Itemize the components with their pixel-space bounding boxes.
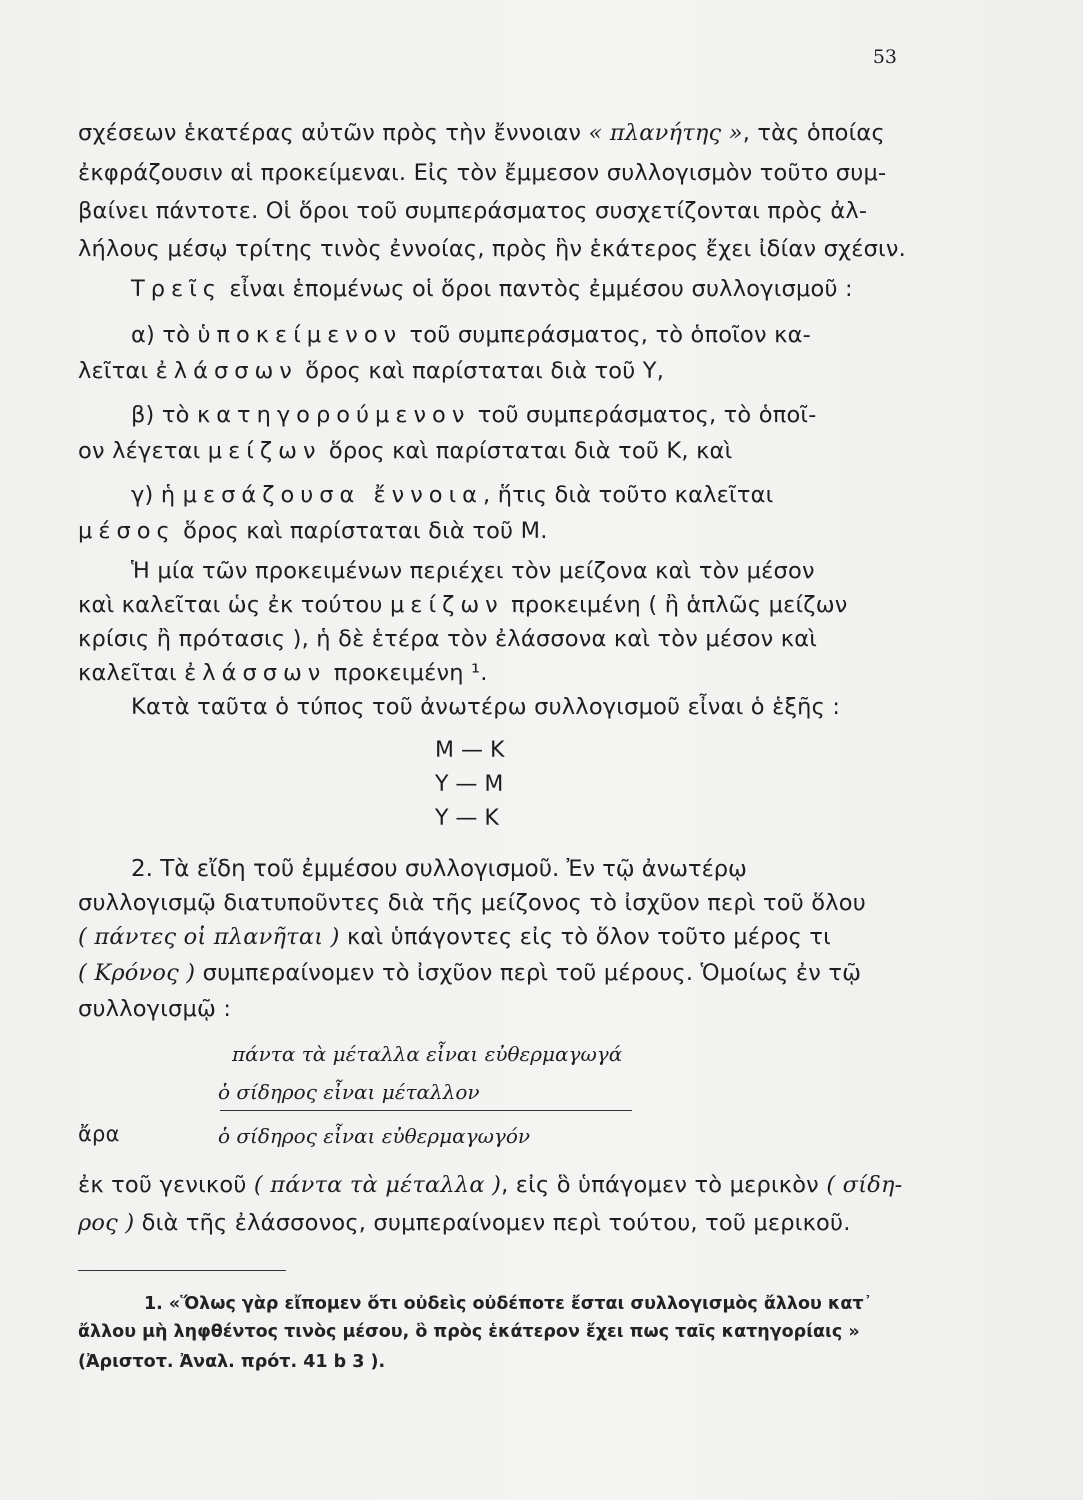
text-line: σχέσεων ἑκατέρας αὐτῶν πρὸς τὴν ἔννοιαν « πλανήτης », τὰς ὁποίας: [78, 120, 885, 146]
text-line: ( πάντες οἱ πλανῆται ) καὶ ὑπάγοντες εἰς τὸ ὅλον τοῦτο μέρος τι: [78, 924, 831, 950]
section-heading: 2. Τὰ εἴδη τοῦ ἐμμέσου συλλογισμοῦ. Ἐν τῷ ἀνωτέρῳ: [131, 856, 747, 882]
footnote-rule: [78, 1270, 286, 1271]
text-line: ( Κρόνος ) συμπεραίνομεν τὸ ἰσχῦον περὶ τοῦ μέρους. Ὁμοίως ἐν τῷ: [78, 960, 862, 986]
text-line: ον λέγεται μείζων ὅρος καὶ παρίσταται διὰ τοῦ Κ, καὶ: [78, 438, 733, 464]
footnote-line: 1. «Ὅλως γὰρ εἴπομεν ὅτι οὐδεὶς οὐδέποτε ἔσται συλλογισμὸς ἄλλου κατ᾽: [144, 1294, 873, 1314]
text-line: κρίσις ἢ πρότασις ), ἡ δὲ ἑτέρα τὸν ἐλάσσονα καὶ τὸν μέσον καὶ: [78, 626, 818, 652]
ara-label: ἄρα: [78, 1122, 120, 1146]
text-line: ἐκ τοῦ γενικοῦ ( πάντα τὰ μέταλλα ), εἰς ὃ ὑπάγομεν τὸ μερικὸν ( σίδη-: [78, 1172, 903, 1198]
major-premise: πάντα τὰ μέταλλα εἶναι εὐθερμαγωγά: [232, 1042, 623, 1066]
text-line: βαίνει πάντοτε. Οἱ ὅροι τοῦ συμπεράσματος συσχετίζονται πρὸς ἀλ-: [78, 198, 868, 224]
text-line: γ) ἡ μεσάζουσα ἔννοια, ἥτις διὰ τοῦτο καλεῖται: [131, 482, 774, 508]
text-line: καλεῖται ἐλάσσων προκειμένη ¹.: [78, 660, 488, 686]
footnote-line: ἄλλου μὴ ληφθέντος τινὸς μέσου, ὃ πρὸς ἑκάτερον ἔχει πως ταῖς κατηγορίαις »: [78, 1322, 860, 1342]
text-line: λήλους μέσῳ τρίτης τινὸς ἐννοίας, πρὸς ἣν ἑκάτερος ἔχει ἰδίαν σχέσιν.: [78, 236, 906, 262]
minor-premise: ὁ σίδηρος εἶναι μέταλλον: [218, 1080, 480, 1104]
text-line: ἐκφράζουσιν αἱ προκείμεναι. Εἰς τὸν ἔμμεσον συλλογισμὸν τοῦτο συμ-: [78, 160, 887, 186]
text-line: καὶ καλεῖται ὡς ἐκ τούτου μείζων προκειμένη ( ἢ ἁπλῶς μείζων: [78, 592, 848, 618]
text-line: λεῖται ἐλάσσων ὅρος καὶ παρίσταται διὰ τοῦ Υ,: [78, 358, 665, 384]
text-line: α) τὸ ὑποκείμενον τοῦ συμπεράσματος, τὸ ὁποῖον κα-: [131, 322, 811, 348]
text-line: ρος ) διὰ τῆς ἐλάσσονος, συμπεραίνομεν περὶ τούτου, τοῦ μερικοῦ.: [78, 1210, 851, 1236]
text-line: μέσος ὅρος καὶ παρίσταται διὰ τοῦ Μ.: [78, 518, 548, 544]
conclusion: ὁ σίδηρος εἶναι εὐθερμαγωγόν: [218, 1124, 531, 1148]
text-line: συλλογισμῷ :: [78, 996, 232, 1022]
text-line: Ἡ μία τῶν προκειμένων περιέχει τὸν μείζονα καὶ τὸν μέσον: [131, 558, 815, 584]
formula-line: Υ — Κ: [435, 806, 499, 831]
syllogism-rule: [220, 1110, 632, 1111]
page-number: 53: [872, 46, 897, 68]
text-line: Τρεῖς εἶναι ἑπομένως οἱ ὅροι παντὸς ἐμμέσου συλλογισμοῦ :: [131, 276, 853, 302]
footnote-line: (Ἀριστοτ. Ἀναλ. πρότ. 41 b 3 ).: [78, 1352, 386, 1372]
text-line: Κατὰ ταῦτα ὁ τύπος τοῦ ἀνωτέρω συλλογισμοῦ εἶναι ὁ ἑξῆς :: [131, 694, 841, 720]
formula-line: Μ — Κ: [435, 738, 505, 763]
text-line: β) τὸ κατηγορούμενον τοῦ συμπεράσματος, τὸ ὁποῖ-: [131, 402, 817, 428]
formula-line: Υ — Μ: [435, 772, 504, 797]
text-line: συλλογισμῷ διατυποῦντες διὰ τῆς μείζονος τὸ ἰσχῦον περὶ τοῦ ὅλου: [78, 890, 866, 916]
